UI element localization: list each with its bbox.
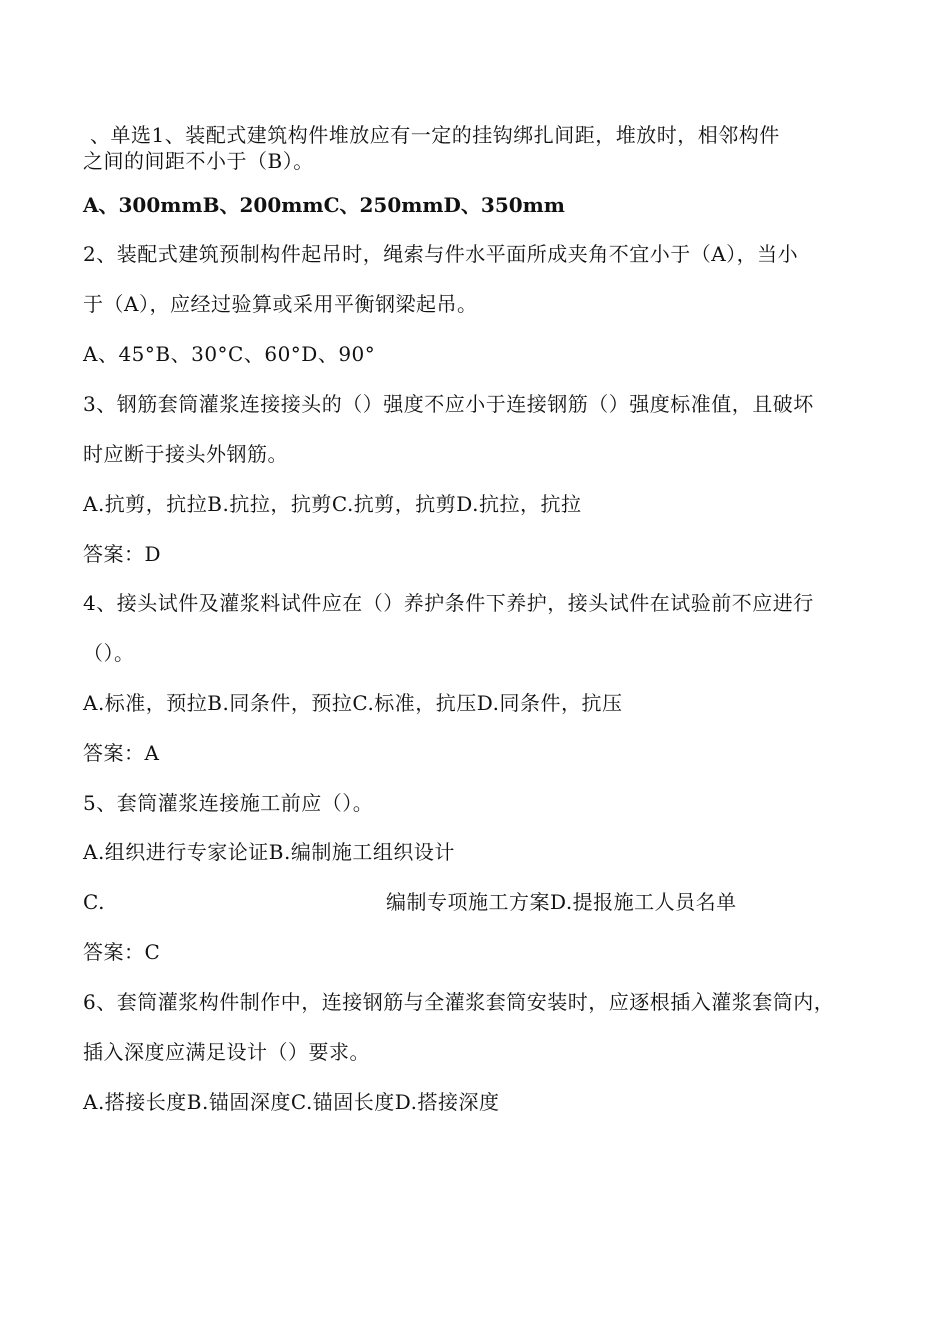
question-1-options: A、300mmB、200mmC、250mmD、350mm xyxy=(83,193,565,217)
question-3-options: A.抗剪，抗拉B.抗拉，抗剪C.抗剪，抗剪D.抗拉，抗拉 xyxy=(83,492,582,516)
question-1-line-1: 、单选1、装配式建筑构件堆放应有一定的挂钩绑扎间距，堆放时，相邻构件 xyxy=(90,123,780,147)
question-4-options: A.标准，预拉B.同条件，预拉C.标准，抗压D.同条件，抗压 xyxy=(83,691,623,715)
question-1-line-2: 之间的间距不小于（B）。 xyxy=(83,149,314,173)
question-3-line-1: 3、钢筋套筒灌浆连接接头的（）强度不应小于连接钢筋（）强度标准值，且破坏 xyxy=(83,392,814,416)
question-5-options-line-2-left: C. xyxy=(83,890,105,914)
question-5-options-line-1: A.组织进行专家论证B.编制施工组织设计 xyxy=(83,840,455,864)
question-4-line-1: 4、接头试件及灌浆料试件应在（）养护条件下养护，接头试件在试验前不应进行 xyxy=(83,591,814,615)
question-2-line-1: 2、装配式建筑预制构件起吊时，绳索与件水平面所成夹角不宜小于（A），当小 xyxy=(83,242,799,266)
question-4-line-2: （）。 xyxy=(83,641,135,665)
question-5-options-line-2-right: 编制专项施工方案D.提报施工人员名单 xyxy=(386,890,737,914)
question-2-line-2: 于（A），应经过验算或采用平衡钢梁起吊。 xyxy=(83,292,478,316)
question-3-answer: 答案：D xyxy=(83,542,162,566)
question-5-line-1: 5、套筒灌浆连接施工前应（）。 xyxy=(83,791,374,815)
question-6-options: A.搭接长度B.锚固深度C.锚固长度D.搭接深度 xyxy=(83,1090,500,1114)
question-6-line-2: 插入深度应满足设计（）要求。 xyxy=(83,1040,370,1064)
question-4-answer: 答案：A xyxy=(83,741,160,765)
question-6-line-1: 6、套筒灌浆构件制作中，连接钢筋与全灌浆套筒安装时，应逐根插入灌浆套筒内， xyxy=(83,990,835,1014)
question-2-options: A、45°B、30°C、60°D、90° xyxy=(83,342,376,366)
question-3-line-2: 时应断于接头外钢筋。 xyxy=(83,442,288,466)
question-5-answer: 答案：C xyxy=(83,940,161,964)
